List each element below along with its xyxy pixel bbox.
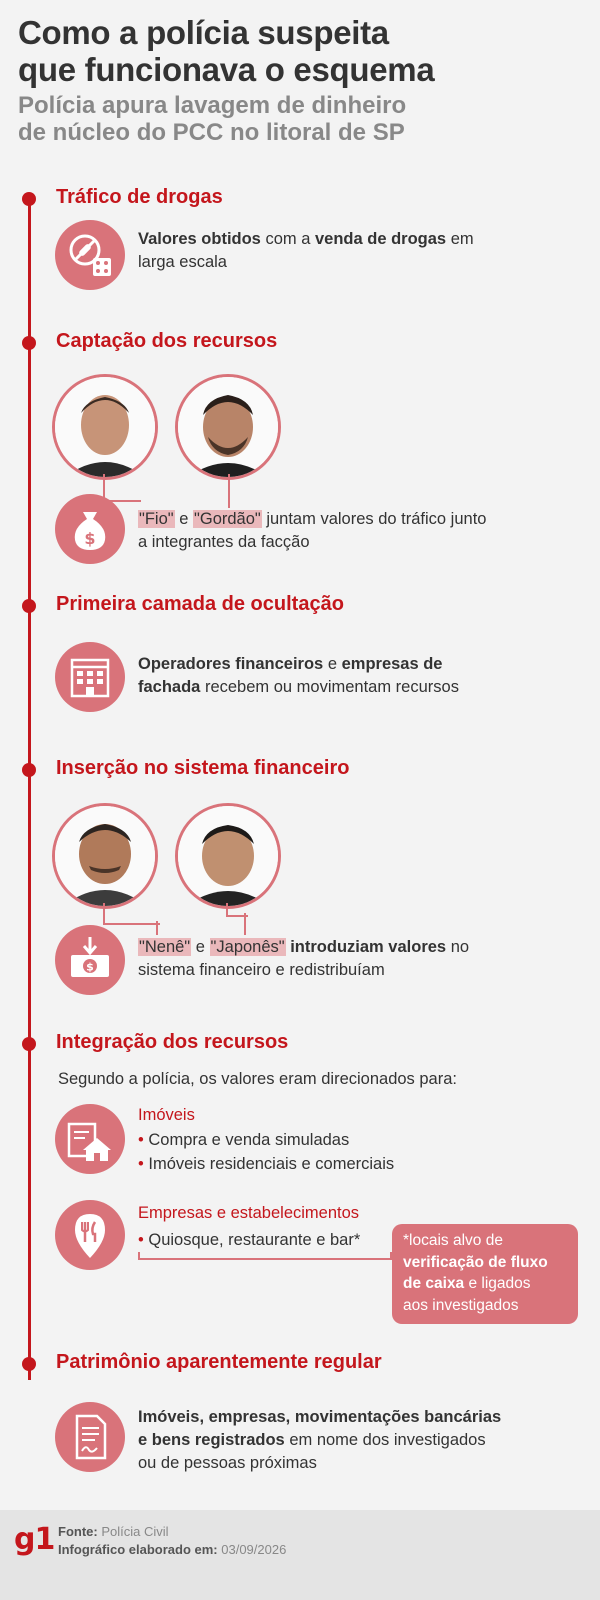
section-title-insercao: Inserção no sistema financeiro bbox=[56, 757, 350, 779]
empresas-title: Empresas e estabelecimentos bbox=[138, 1204, 360, 1222]
patrimonio-strong-1: Imóveis, empresas, movimentações bancárias bbox=[138, 1408, 502, 1426]
suspect-photo-japones bbox=[175, 803, 281, 909]
section-title-patrimonio: Patrimônio aparentemente regular bbox=[56, 1351, 382, 1373]
svg-text:$: $ bbox=[86, 960, 94, 974]
note-text: aos investigados bbox=[403, 1296, 519, 1314]
made-value: 03/09/2026 bbox=[217, 1542, 287, 1557]
money-bag-icon bbox=[55, 494, 125, 564]
empresas-item: Quiosque, restaurante e bar* bbox=[148, 1231, 361, 1249]
cash-deposit-icon bbox=[55, 925, 125, 995]
suspect-photo-nene bbox=[52, 803, 158, 909]
imoveis-item: Imóveis residenciais e comerciais bbox=[148, 1155, 395, 1173]
page-title bbox=[18, 14, 588, 88]
suspect-name-japones: "Japonês" bbox=[210, 938, 285, 956]
trafico-plain-1: com a bbox=[260, 230, 315, 248]
connector-line bbox=[156, 921, 158, 935]
note-text: e ligados bbox=[464, 1275, 531, 1292]
timeline-dot bbox=[22, 1357, 36, 1371]
timeline-dot bbox=[22, 1037, 36, 1051]
insercao-plain-1: no bbox=[446, 938, 470, 956]
patrimonio-plain-2: ou de pessoas próximas bbox=[138, 1454, 317, 1472]
bullet: • bbox=[138, 1131, 144, 1149]
g1-logo: g1 bbox=[14, 1522, 55, 1557]
insercao-text bbox=[138, 936, 588, 982]
trafico-text bbox=[138, 228, 578, 274]
source-line bbox=[58, 1524, 169, 1539]
section-title-captacao: Captação dos recursos bbox=[56, 330, 278, 352]
connector-line bbox=[244, 913, 246, 935]
primeira-plain-1: e bbox=[323, 655, 342, 673]
title-line-2: que funcionava o esquema bbox=[18, 51, 435, 88]
building-icon bbox=[55, 642, 125, 712]
patrimonio-strong-2: e bens registrados bbox=[138, 1431, 285, 1449]
suspect-name-gordao: "Gordão" bbox=[194, 510, 261, 528]
list-item bbox=[138, 1228, 360, 1252]
section-title-integracao: Integração dos recursos bbox=[56, 1031, 289, 1053]
imoveis-item: Compra e venda simuladas bbox=[148, 1131, 350, 1149]
list-item bbox=[138, 1128, 349, 1152]
timeline-dot bbox=[22, 192, 36, 206]
timeline-dot bbox=[22, 763, 36, 777]
made-line bbox=[58, 1542, 286, 1557]
captacao-text bbox=[138, 508, 588, 554]
suspect-photo-fio bbox=[52, 374, 158, 480]
patrimonio-plain-1: em nome dos investigados bbox=[284, 1431, 486, 1449]
no-drugs-icon bbox=[55, 220, 125, 290]
suspect-photo-gordao bbox=[175, 374, 281, 480]
section-title-trafico: Tráfico de drogas bbox=[56, 186, 223, 208]
source-label: Fonte: bbox=[58, 1524, 98, 1539]
subtitle-line-2: de núcleo do PCC no litoral de SP bbox=[18, 119, 405, 146]
note-text: *locais alvo de bbox=[403, 1232, 503, 1249]
section-title-primeira: Primeira camada de ocultação bbox=[56, 593, 344, 615]
restaurant-pin-icon bbox=[55, 1200, 125, 1270]
captacao-plain-2: a integrantes da facção bbox=[138, 533, 310, 551]
title-line-1: Como a polícia suspeita bbox=[18, 14, 389, 51]
document-sign-icon bbox=[55, 1402, 125, 1472]
captacao-plain-1: juntam valores do tráfico junto bbox=[261, 510, 487, 528]
trafico-plain-2: em bbox=[446, 230, 474, 248]
integracao-intro: Segundo a polícia, os valores eram direcionados para: bbox=[58, 1070, 457, 1088]
connector-line bbox=[228, 474, 230, 508]
primeira-strong-1: Operadores financeiros bbox=[138, 655, 324, 673]
imoveis-title: Imóveis bbox=[138, 1106, 195, 1124]
primeira-strong-2: empresas de bbox=[341, 655, 443, 673]
trafico-strong-2: venda de drogas bbox=[314, 230, 447, 248]
made-label: Infográfico elaborado em: bbox=[58, 1542, 218, 1557]
primeira-strong-3: fachada bbox=[138, 678, 201, 696]
timeline-dot bbox=[22, 599, 36, 613]
svg-text:$: $ bbox=[84, 529, 96, 548]
trafico-strong-1: Valores obtidos bbox=[138, 230, 261, 248]
timeline-line bbox=[28, 200, 31, 1380]
note-strong: verificação de fluxo bbox=[403, 1253, 548, 1271]
trafico-plain-3: larga escala bbox=[138, 253, 227, 271]
primeira-text bbox=[138, 653, 588, 699]
bracket-line bbox=[138, 1252, 392, 1260]
connector-line bbox=[103, 903, 160, 925]
captacao-and: e bbox=[174, 510, 193, 528]
primeira-plain-2: recebem ou movimentam recursos bbox=[200, 678, 459, 696]
bullet: • bbox=[138, 1155, 144, 1173]
source-value: Polícia Civil bbox=[97, 1524, 169, 1539]
insercao-strong-1: introduziam valores bbox=[285, 938, 447, 956]
timeline-dot bbox=[22, 336, 36, 350]
subtitle-line-1: Polícia apura lavagem de dinheiro bbox=[18, 92, 407, 119]
real-estate-icon bbox=[55, 1104, 125, 1174]
insercao-plain-2: sistema financeiro e redistribuíam bbox=[138, 961, 385, 979]
note-strong: de caixa bbox=[403, 1275, 465, 1292]
list-item bbox=[138, 1152, 394, 1176]
insercao-and: e bbox=[191, 938, 210, 956]
page-subtitle bbox=[18, 92, 588, 146]
suspect-name-fio: "Fio" bbox=[139, 510, 174, 528]
bullet: • bbox=[138, 1231, 144, 1249]
footnote-box bbox=[392, 1224, 578, 1324]
suspect-name-nene: "Nenê" bbox=[139, 938, 191, 956]
patrimonio-text bbox=[138, 1406, 588, 1475]
